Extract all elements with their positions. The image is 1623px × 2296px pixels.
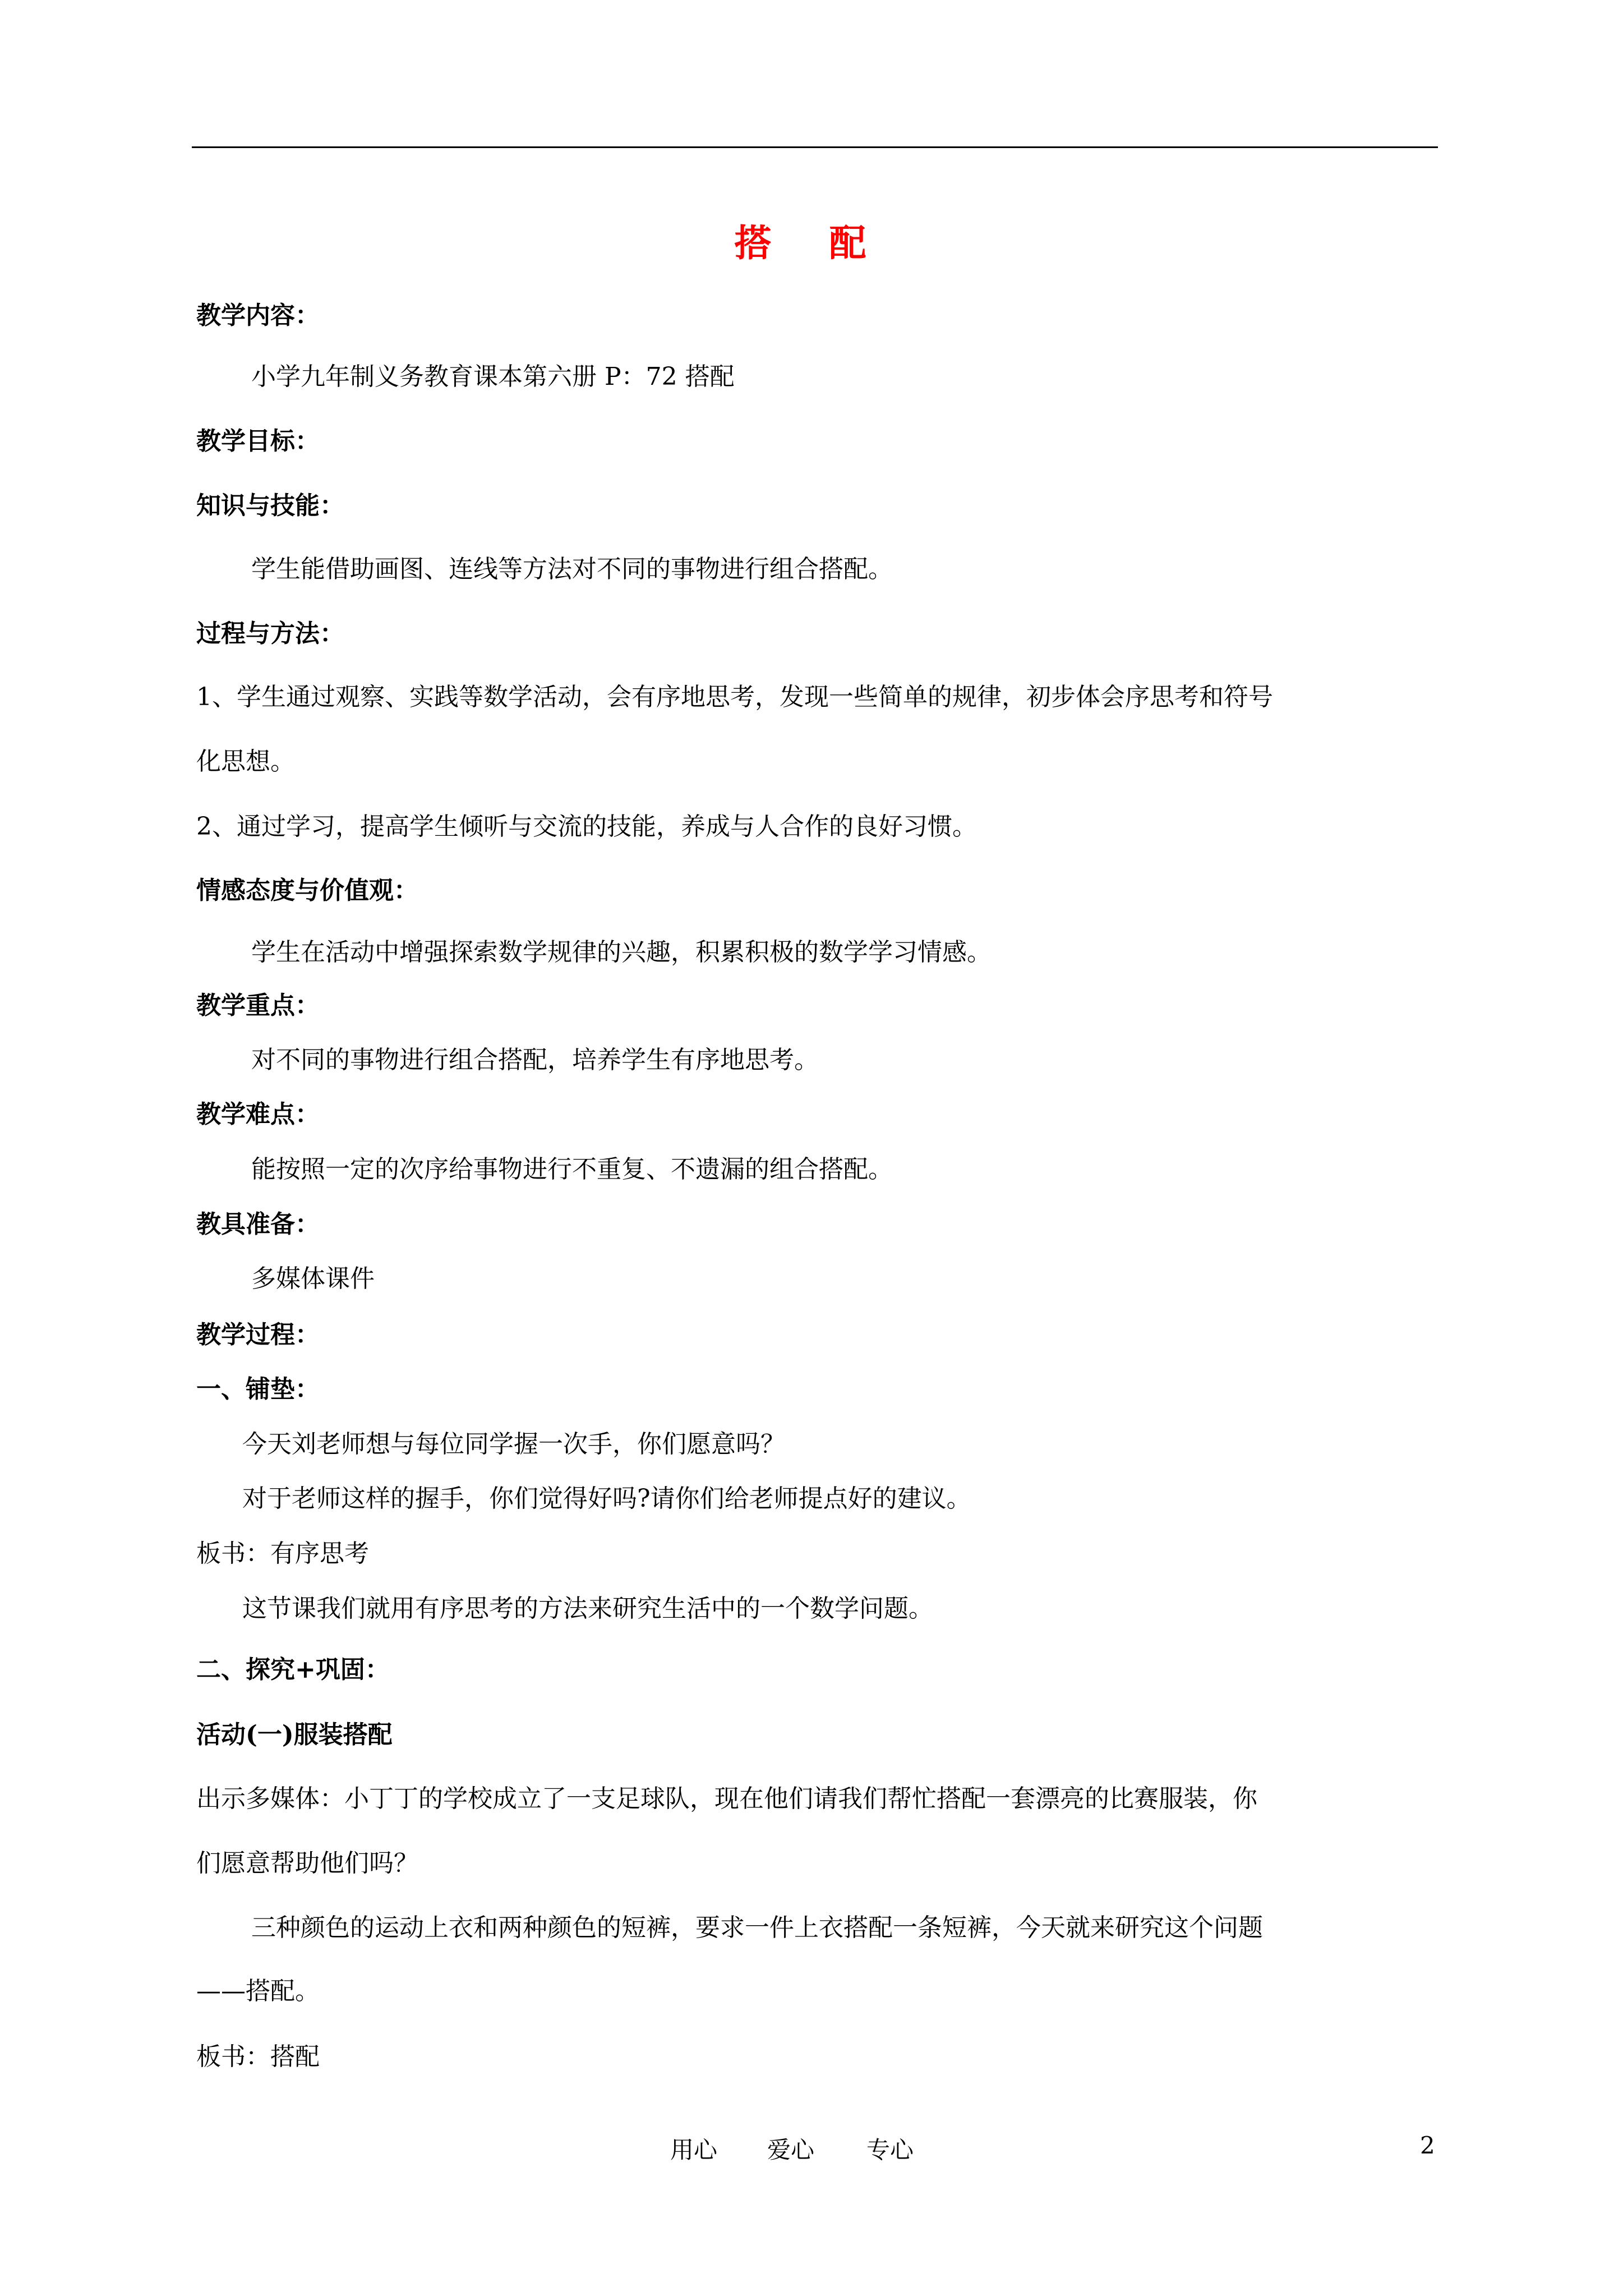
paragraph: 学生在活动中增强探索数学规律的兴趣，积累积极的数学学习情感。 — [251, 938, 992, 967]
heading-section-2: 二、探究+巩固： — [196, 1655, 390, 1684]
paragraph: 板书：搭配 — [196, 2042, 320, 2071]
header-rule — [192, 146, 1438, 148]
paragraph: 对不同的事物进行组合搭配，培养学生有序地思考。 — [251, 1046, 819, 1074]
paragraph: 三种颜色的运动上衣和两种颜色的短裤，要求一件上衣搭配一条短裤，今天就来研究这个问题 — [251, 1913, 1263, 1942]
paragraph: 今天刘老师想与每位同学握一次手，你们愿意吗？ — [242, 1430, 785, 1458]
paragraph: 能按照一定的次序给事物进行不重复、不遗漏的组合搭配。 — [251, 1155, 893, 1184]
heading-teaching-process: 教学过程： — [196, 1320, 320, 1349]
footer-text-left: 用心 — [670, 2136, 718, 2164]
paragraph: 多媒体课件 — [251, 1264, 375, 1293]
paragraph: ——搭配。 — [196, 1977, 320, 2005]
heading-emotion-values: 情感态度与价值观： — [196, 876, 418, 905]
heading-teaching-goals: 教学目标： — [196, 427, 320, 455]
heading-teaching-content: 教学内容： — [196, 301, 320, 330]
heading-materials: 教具准备： — [196, 1210, 320, 1239]
page-number: 2 — [1420, 2132, 1435, 2159]
footer-text-right: 专心 — [866, 2136, 914, 2164]
page-title: 搭 配 — [734, 221, 889, 265]
paragraph: 们愿意帮助他们吗？ — [196, 1849, 418, 1878]
paragraph: 2、通过学习，提高学生倾听与交流的技能，养成与人合作的良好习惯。 — [196, 812, 977, 841]
heading-section-1: 一、铺垫： — [196, 1375, 320, 1404]
paragraph: 板书：有序思考 — [196, 1539, 369, 1568]
paragraph: 这节课我们就用有序思考的方法来研究生活中的一个数学问题。 — [242, 1594, 933, 1623]
paragraph: 学生能借助画图、连线等方法对不同的事物进行组合搭配。 — [251, 555, 893, 583]
heading-difficulties: 教学难点： — [196, 1100, 320, 1129]
footer-text-middle: 爱心 — [767, 2136, 815, 2164]
heading-knowledge-skills: 知识与技能： — [196, 491, 344, 520]
paragraph: 出示多媒体：小丁丁的学校成立了一支足球队，现在他们请我们帮忙搭配一套漂亮的比赛服装，你 — [196, 1784, 1257, 1813]
heading-key-points: 教学重点： — [196, 991, 320, 1020]
heading-activity-1: 活动(一)服装搭配 — [196, 1720, 393, 1749]
paragraph: 化思想。 — [196, 747, 295, 776]
paragraph: 小学九年制义务教育课本第六册 P：72 搭配 — [251, 362, 735, 391]
heading-process-method: 过程与方法： — [196, 619, 344, 648]
paragraph: 1、学生通过观察、实践等数学活动，会有序地思考，发现一些简单的规律，初步体会序思考和符号 — [196, 683, 1273, 711]
paragraph: 对于老师这样的握手，你们觉得好吗?请你们给老师提点好的建议。 — [242, 1484, 971, 1513]
